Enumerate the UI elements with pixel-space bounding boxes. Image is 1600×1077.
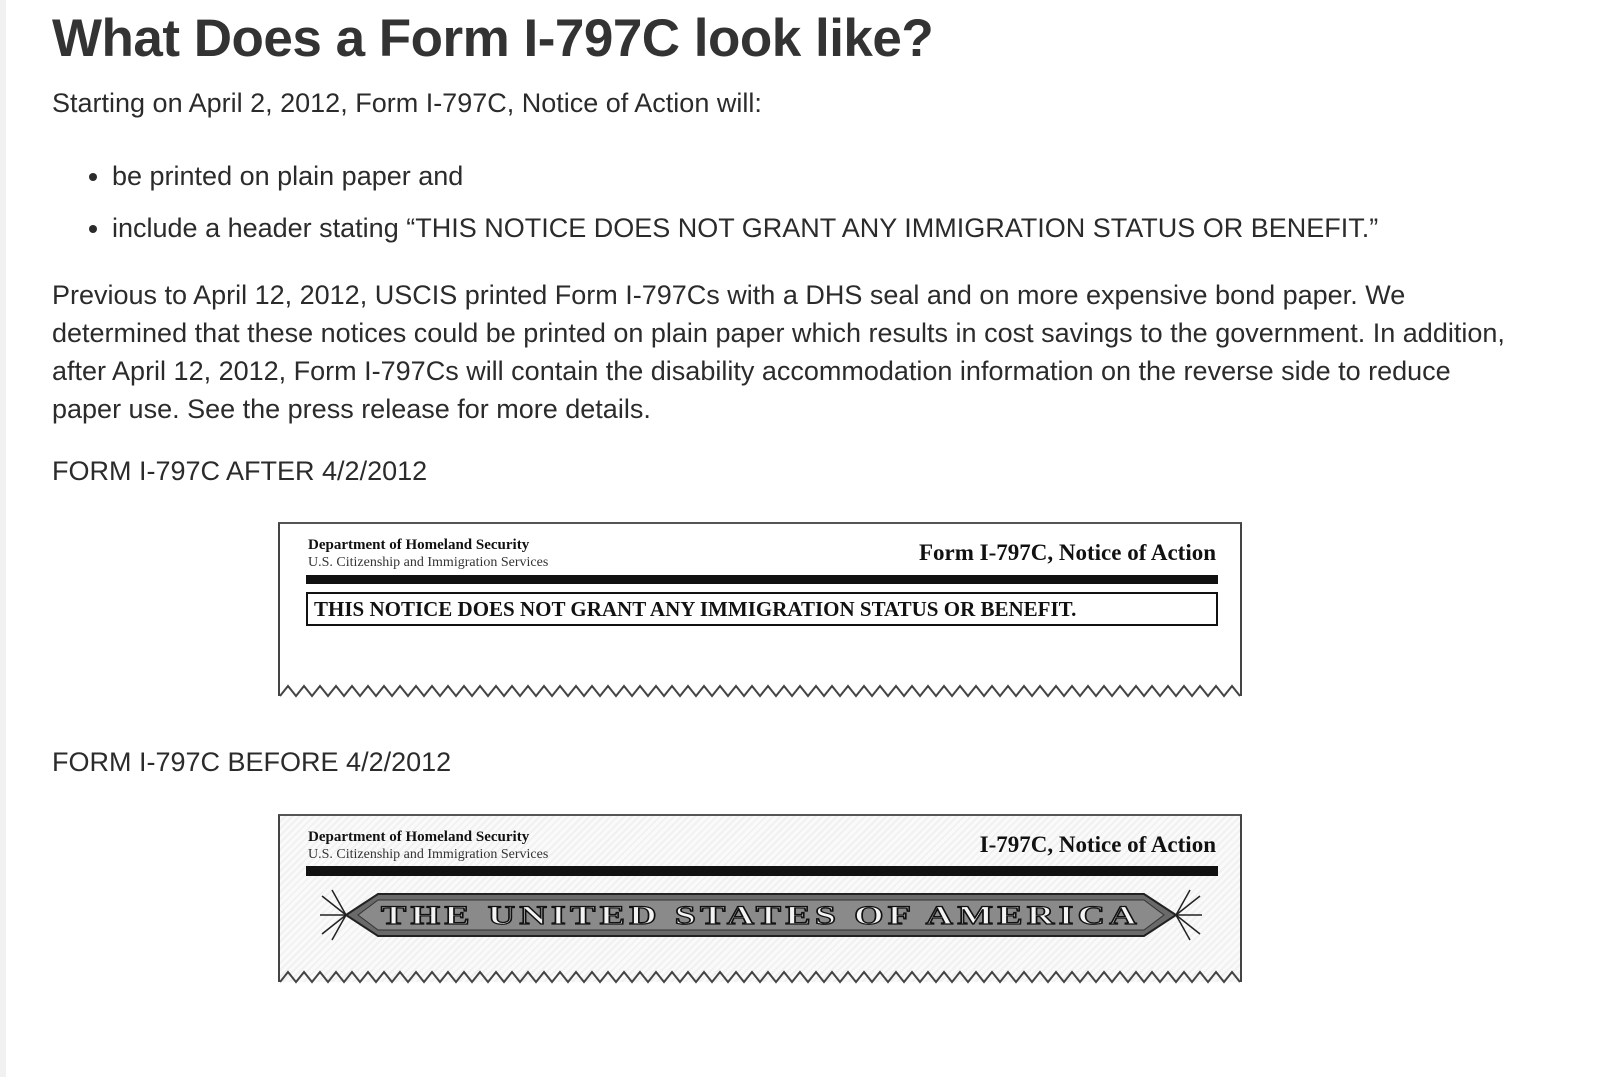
banner-text: THE UNITED STATES OF AMERICA: [381, 901, 1141, 930]
bullet-list: [52, 150, 1378, 254]
list-item: • be printed on plain paper and: [112, 150, 1378, 202]
body-paragraph: Previous to April 12, 2012, USCIS printed Form I-797Cs with a DHS seal and on more expensive bond paper. We determined that these notices could be printed on plain paper which results in cost savings to the government. In addition, after April 12, 2012, Form I-797Cs will contain the disability accommodation information on the reverse side to reduce paper use. See the press release for more details.: [52, 280, 1505, 424]
agency-subname: U.S. Citizenship and Immigration Services: [308, 555, 549, 570]
agency-name: Department of Homeland Security: [308, 829, 530, 845]
form-title: I-797C, Notice of Action: [979, 832, 1216, 857]
notice-sample-after: [278, 522, 1242, 696]
list-item: • include a header stating “THIS NOTICE DOES NOT GRANT ANY IMMIGRATION STATUS OR BENEFIT.”: [112, 202, 1378, 254]
intro-text: Starting on April 2, 2012, Form I-797C, Notice of Action will:: [52, 88, 762, 118]
torn-edge: [280, 968, 1240, 984]
form-title: Form I-797C, Notice of Action: [918, 540, 1216, 565]
agency-block: [308, 828, 548, 864]
status-disclaimer-box: THIS NOTICE DOES NOT GRANT ANY IMMIGRATION STATUS OR BENEFIT.: [306, 592, 1218, 626]
agency-name: Department of Homeland Security: [308, 537, 530, 553]
before-caption: FORM I-797C BEFORE 4/2/2012: [52, 747, 452, 777]
agency-subname: U.S. Citizenship and Immigration Services: [308, 847, 549, 862]
starburst-left-icon: [320, 890, 346, 940]
left-border: [0, 0, 6, 1077]
header-rule: [306, 575, 1218, 584]
torn-edge: [280, 682, 1240, 698]
page-title: What Does a Form I-797C look like?: [52, 9, 934, 68]
notice-sample-before: [278, 814, 1242, 982]
header-rule: [306, 866, 1218, 876]
after-caption: FORM I-797C AFTER 4/2/2012: [52, 456, 428, 486]
agency-block: [308, 536, 548, 572]
ornate-banner: [318, 886, 1204, 944]
starburst-right-icon: [1176, 890, 1202, 940]
